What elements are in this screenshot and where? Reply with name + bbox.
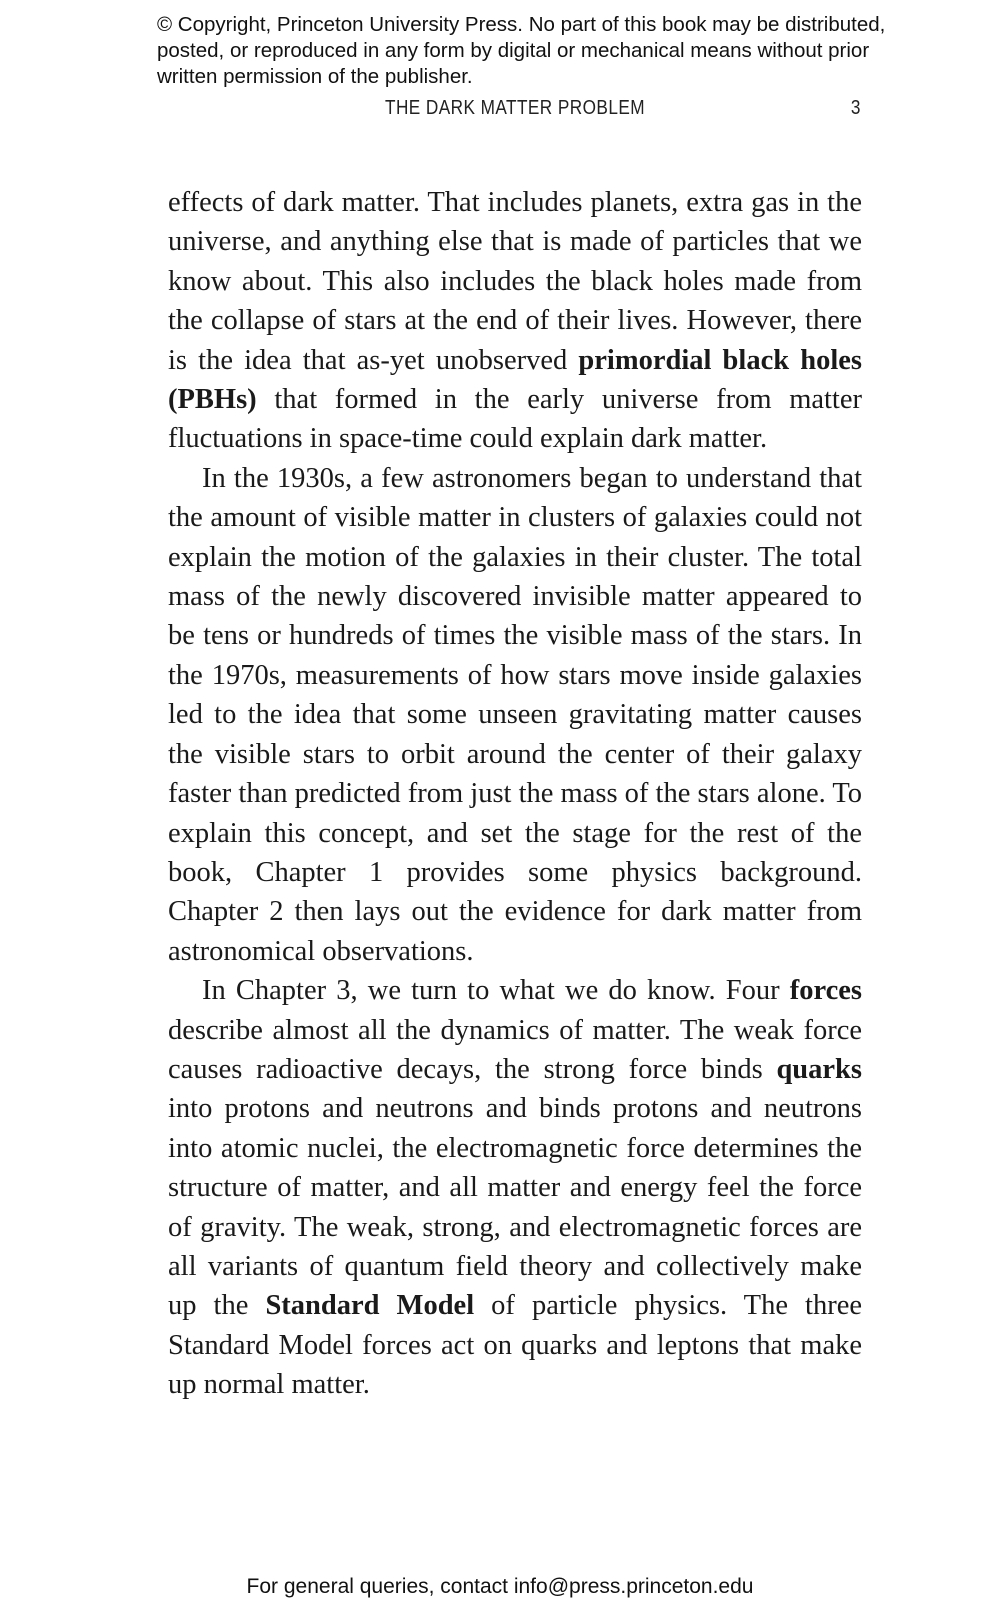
bold-term: forces	[789, 975, 862, 1007]
text-run: effects of dark matter. That includes planets, extra gas in the universe, and anything else that is made of particles that we know about. This also includes the black holes made from the collapse of stars at the end of their lives. However, there is the idea that as-yet unobserved	[168, 187, 862, 376]
text-run: into protons and neutrons and binds protons and neutrons into atomic nuclei, the electromagnetic force determines the structure of matter, and all matter and energy feel the force of gravity. The weak, strong, and electromagnetic forces are all variants of quantum field theory and collectively make up the	[168, 1093, 862, 1322]
text-run: that formed in the early universe from matter fluctuations in space-time could explain dark matter.	[168, 384, 862, 455]
bold-term: quarks	[776, 1053, 862, 1085]
bold-term: primordial black holes (PBHs)	[168, 344, 862, 416]
copyright-notice: © Copyright, Princeton University Press. No part of this book may be distributed, posted, or reproduced in any form by digital or mechanical means without prior written permission of the publisher.	[157, 13, 886, 88]
paragraph	[168, 971, 862, 1404]
body-text	[168, 183, 862, 1405]
text-run: In the 1930s, a few astronomers began to understand that the amount of visible matter in clusters of galaxies could not explain the motion of the galaxies in their cluster. The total mass of the newly discovered invisible matter appeared to be tens or hundreds of times the visible mass of the stars. In the 1970s, measurements of how stars move inside galaxies led to the idea that some unseen gravitating matter causes the visible stars to orbit around the center of their galaxy faster than predicted from just the mass of the stars alone. To explain this concept, and set the stage for the rest of the book, Chapter 1 provides some physics background. Chapter 2 then lays out the evidence for dark matter from astronomical observations.	[168, 462, 862, 967]
text-run: of particle physics. The three Standard Model forces act on quarks and leptons that make up normal matter.	[168, 1290, 862, 1401]
running-head	[168, 97, 862, 127]
text-run: describe almost all the dynamics of matter. The weak force causes radioactive decays, the strong force binds	[168, 1014, 862, 1085]
paragraph	[168, 183, 862, 459]
text-run: In Chapter 3, we turn to what we do know. Four	[202, 975, 790, 1007]
bold-term: Standard Model	[265, 1290, 475, 1322]
running-title: THE DARK MATTER PROBLEM	[385, 97, 645, 119]
page-number: 3	[851, 97, 862, 119]
paragraph	[168, 459, 862, 971]
footer-contact: For general queries, contact info@press.princeton.edu	[246, 1575, 754, 1598]
